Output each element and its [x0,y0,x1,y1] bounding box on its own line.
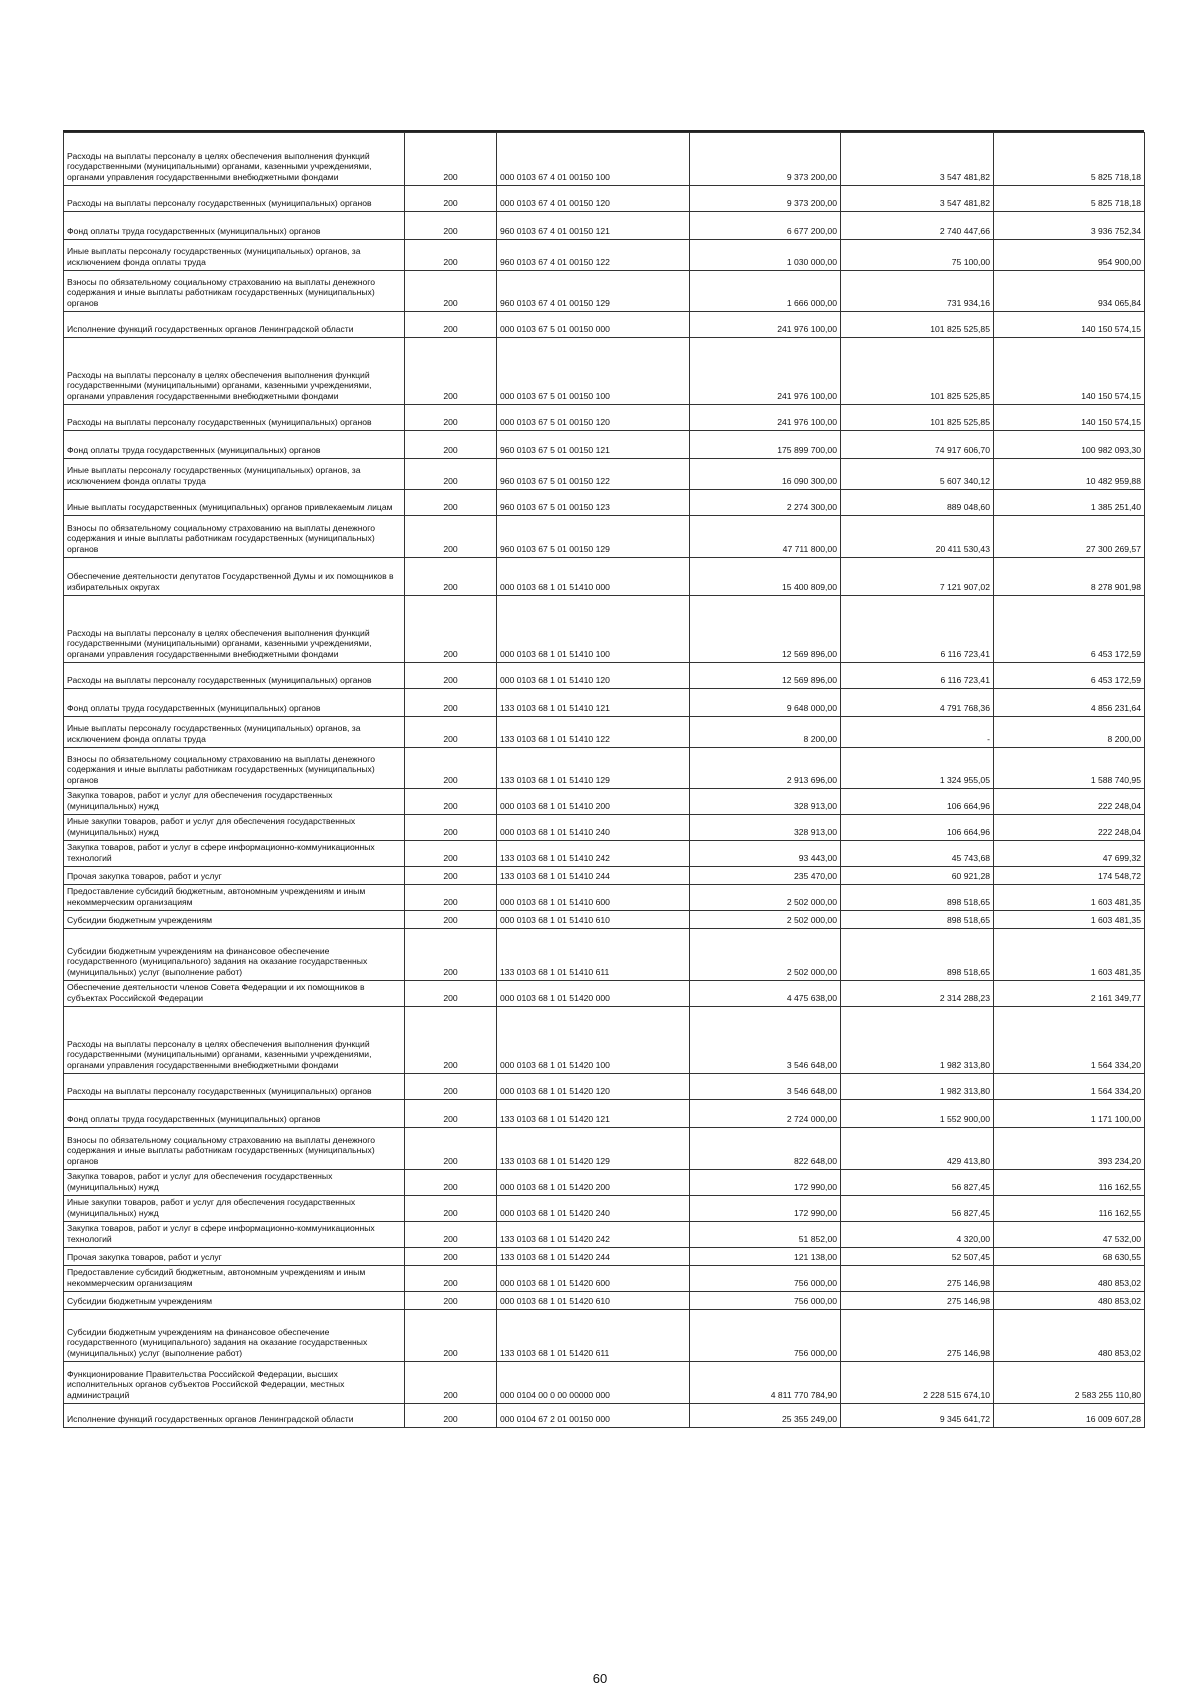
row-executed-amount: 101 825 525,85 [841,338,994,405]
row-budget-code: 000 0104 00 0 00 00000 000 [497,1362,690,1404]
row-executed-amount: 20 411 530,43 [841,516,994,558]
table-row [64,1222,1145,1248]
row-name: Закупка товаров, работ и услуг в сфере информационно-коммуникационных технологий [64,841,405,867]
row-budget-code: 960 0103 67 5 01 00150 129 [497,516,690,558]
table-row [64,1100,1145,1128]
row-line-code: 200 [405,133,497,186]
row-name: Исполнение функций государственных органов Ленинградской области [64,1404,405,1428]
row-line-code: 200 [405,815,497,841]
row-line-code: 200 [405,1074,497,1100]
table-row [64,1170,1145,1196]
row-executed-amount: 731 934,16 [841,271,994,312]
row-budget-code: 000 0103 68 1 01 51420 100 [497,1007,690,1074]
row-approved-amount: 8 200,00 [690,717,841,748]
row-name: Прочая закупка товаров, работ и услуг [64,1248,405,1266]
row-approved-amount: 172 990,00 [690,1196,841,1222]
row-executed-amount: 1 324 955,05 [841,748,994,789]
row-approved-amount: 6 677 200,00 [690,212,841,240]
row-line-code: 200 [405,558,497,596]
row-name: Субсидии бюджетным учреждениям на финансовое обеспечение государственного (муниципального) задания на оказание государственных (муниципальных) услуг (выполнение работ) [64,1310,405,1362]
table-row [64,338,1145,405]
row-executed-amount: 429 413,80 [841,1128,994,1170]
row-unexecuted-amount: 1 564 334,20 [994,1074,1145,1100]
row-name: Субсидии бюджетным учреждениям [64,911,405,929]
row-name: Расходы на выплаты персоналу государственных (муниципальных) органов [64,1074,405,1100]
budget-execution-table-sheet [63,132,1144,1428]
row-name: Предоставление субсидий бюджетным, автономным учреждениям и иным некоммерческим организациям [64,885,405,911]
row-budget-code: 133 0103 68 1 01 51410 122 [497,717,690,748]
row-line-code: 200 [405,431,497,459]
row-name: Фонд оплаты труда государственных (муниципальных) органов [64,1100,405,1128]
row-unexecuted-amount: 8 200,00 [994,717,1145,748]
row-approved-amount: 9 373 200,00 [690,186,841,212]
row-approved-amount: 4 811 770 784,90 [690,1362,841,1404]
row-line-code: 200 [405,789,497,815]
row-line-code: 200 [405,663,497,689]
row-line-code: 200 [405,929,497,981]
row-budget-code: 000 0103 68 1 01 51420 600 [497,1266,690,1292]
page-number: 60 [592,1671,608,1686]
row-name: Субсидии бюджетным учреждениям [64,1292,405,1310]
row-approved-amount: 241 976 100,00 [690,338,841,405]
row-budget-code: 000 0103 67 4 01 00150 120 [497,186,690,212]
row-executed-amount: 101 825 525,85 [841,405,994,431]
row-approved-amount: 16 090 300,00 [690,459,841,490]
row-approved-amount: 235 470,00 [690,867,841,885]
row-executed-amount: 898 518,65 [841,885,994,911]
row-approved-amount: 25 355 249,00 [690,1404,841,1428]
row-line-code: 200 [405,867,497,885]
row-approved-amount: 756 000,00 [690,1266,841,1292]
row-unexecuted-amount: 6 453 172,59 [994,663,1145,689]
row-unexecuted-amount: 116 162,55 [994,1196,1145,1222]
table-row [64,133,1145,186]
row-line-code: 200 [405,186,497,212]
table-row [64,929,1145,981]
row-unexecuted-amount: 5 825 718,18 [994,186,1145,212]
table-row [64,815,1145,841]
row-unexecuted-amount: 1 603 481,35 [994,929,1145,981]
row-unexecuted-amount: 8 278 901,98 [994,558,1145,596]
table-row [64,1007,1145,1074]
table-row [64,271,1145,312]
row-line-code: 200 [405,885,497,911]
table-row [64,1074,1145,1100]
row-unexecuted-amount: 480 853,02 [994,1310,1145,1362]
row-unexecuted-amount: 393 234,20 [994,1128,1145,1170]
table-row [64,981,1145,1007]
row-name: Расходы на выплаты персоналу государственных (муниципальных) органов [64,186,405,212]
table-row [64,748,1145,789]
row-line-code: 200 [405,240,497,271]
row-executed-amount: 889 048,60 [841,490,994,516]
row-budget-code: 000 0103 67 5 01 00150 100 [497,338,690,405]
row-approved-amount: 2 502 000,00 [690,885,841,911]
row-unexecuted-amount: 1 603 481,35 [994,885,1145,911]
row-line-code: 200 [405,1248,497,1266]
row-line-code: 200 [405,1310,497,1362]
row-name: Иные закупки товаров, работ и услуг для обеспечения государственных (муниципальных) нужд [64,1196,405,1222]
row-line-code: 200 [405,405,497,431]
row-executed-amount: 3 547 481,82 [841,133,994,186]
row-executed-amount: 56 827,45 [841,1196,994,1222]
row-name: Расходы на выплаты персоналу государственных (муниципальных) органов [64,405,405,431]
row-name: Иные выплаты персоналу государственных (муниципальных) органов, за исключением фонда оплаты труда [64,240,405,271]
row-executed-amount: 4 320,00 [841,1222,994,1248]
row-executed-amount: 101 825 525,85 [841,312,994,338]
row-executed-amount: - [841,717,994,748]
table-row [64,911,1145,929]
row-approved-amount: 172 990,00 [690,1170,841,1196]
row-line-code: 200 [405,1266,497,1292]
row-name: Фонд оплаты труда государственных (муниципальных) органов [64,212,405,240]
row-unexecuted-amount: 10 482 959,88 [994,459,1145,490]
row-approved-amount: 2 274 300,00 [690,490,841,516]
row-line-code: 200 [405,490,497,516]
row-executed-amount: 898 518,65 [841,929,994,981]
row-executed-amount: 106 664,96 [841,789,994,815]
row-unexecuted-amount: 1 564 334,20 [994,1007,1145,1074]
row-executed-amount: 275 146,98 [841,1310,994,1362]
row-unexecuted-amount: 27 300 269,57 [994,516,1145,558]
table-row [64,490,1145,516]
row-unexecuted-amount: 1 171 100,00 [994,1100,1145,1128]
row-approved-amount: 756 000,00 [690,1310,841,1362]
row-budget-code: 133 0103 68 1 01 51420 244 [497,1248,690,1266]
row-executed-amount: 60 921,28 [841,867,994,885]
row-line-code: 200 [405,516,497,558]
row-budget-code: 000 0104 67 2 01 00150 000 [497,1404,690,1428]
row-name: Закупка товаров, работ и услуг для обеспечения государственных (муниципальных) нужд [64,789,405,815]
row-unexecuted-amount: 222 248,04 [994,789,1145,815]
table-row [64,1248,1145,1266]
row-executed-amount: 4 791 768,36 [841,689,994,717]
row-budget-code: 000 0103 68 1 01 51420 000 [497,981,690,1007]
row-executed-amount: 2 740 447,66 [841,212,994,240]
row-name: Функционирование Правительства Российской Федерации, высших исполнительных органов субъектов Российской Федерации, местных администраций [64,1362,405,1404]
row-line-code: 200 [405,1128,497,1170]
row-name: Обеспечение деятельности депутатов Государственной Думы и их помощников в избирательных округах [64,558,405,596]
table-row [64,1128,1145,1170]
row-unexecuted-amount: 140 150 574,15 [994,338,1145,405]
row-executed-amount: 56 827,45 [841,1170,994,1196]
row-line-code: 200 [405,1170,497,1196]
row-line-code: 200 [405,212,497,240]
row-approved-amount: 51 852,00 [690,1222,841,1248]
table-row [64,1196,1145,1222]
row-approved-amount: 175 899 700,00 [690,431,841,459]
row-approved-amount: 4 475 638,00 [690,981,841,1007]
row-unexecuted-amount: 174 548,72 [994,867,1145,885]
row-name: Закупка товаров, работ и услуг для обеспечения государственных (муниципальных) нужд [64,1170,405,1196]
row-executed-amount: 6 116 723,41 [841,596,994,663]
row-approved-amount: 93 443,00 [690,841,841,867]
row-budget-code: 000 0103 68 1 01 51420 200 [497,1170,690,1196]
row-budget-code: 133 0103 68 1 01 51420 121 [497,1100,690,1128]
row-approved-amount: 9 648 000,00 [690,689,841,717]
row-name: Иные закупки товаров, работ и услуг для обеспечения государственных (муниципальных) нужд [64,815,405,841]
row-name: Предоставление субсидий бюджетным, автономным учреждениям и иным некоммерческим организациям [64,1266,405,1292]
row-approved-amount: 328 913,00 [690,789,841,815]
row-budget-code: 133 0103 68 1 01 51410 129 [497,748,690,789]
row-approved-amount: 2 913 696,00 [690,748,841,789]
row-approved-amount: 1 030 000,00 [690,240,841,271]
row-budget-code: 000 0103 68 1 01 51410 100 [497,596,690,663]
row-executed-amount: 3 547 481,82 [841,186,994,212]
row-approved-amount: 756 000,00 [690,1292,841,1310]
row-line-code: 200 [405,1007,497,1074]
row-name: Прочая закупка товаров, работ и услуг [64,867,405,885]
row-approved-amount: 121 138,00 [690,1248,841,1266]
row-executed-amount: 75 100,00 [841,240,994,271]
row-executed-amount: 2 228 515 674,10 [841,1362,994,1404]
row-line-code: 200 [405,338,497,405]
row-line-code: 200 [405,312,497,338]
row-name: Взносы по обязательному социальному страхованию на выплаты денежного содержания и иные выплаты работникам государственных (муниципальных) органов [64,516,405,558]
row-budget-code: 000 0103 68 1 01 51410 200 [497,789,690,815]
row-executed-amount: 7 121 907,02 [841,558,994,596]
table-row [64,596,1145,663]
row-budget-code: 133 0103 68 1 01 51410 242 [497,841,690,867]
row-name: Расходы на выплаты персоналу в целях обеспечения выполнения функций государственными (муниципальными) органами, казенными учреждениями, органами управления государственными внебюджетными фондами [64,596,405,663]
table-row [64,841,1145,867]
row-name: Фонд оплаты труда государственных (муниципальных) органов [64,689,405,717]
row-line-code: 200 [405,717,497,748]
row-budget-code: 133 0103 68 1 01 51420 129 [497,1128,690,1170]
row-approved-amount: 2 724 000,00 [690,1100,841,1128]
row-budget-code: 960 0103 67 4 01 00150 122 [497,240,690,271]
row-budget-code: 133 0103 68 1 01 51410 121 [497,689,690,717]
row-name: Иные выплаты персоналу государственных (муниципальных) органов, за исключением фонда оплаты труда [64,459,405,490]
row-budget-code: 960 0103 67 4 01 00150 121 [497,212,690,240]
table-row [64,212,1145,240]
row-unexecuted-amount: 140 150 574,15 [994,312,1145,338]
row-unexecuted-amount: 4 856 231,64 [994,689,1145,717]
row-executed-amount: 45 743,68 [841,841,994,867]
row-executed-amount: 52 507,45 [841,1248,994,1266]
row-budget-code: 000 0103 68 1 01 51410 000 [497,558,690,596]
row-line-code: 200 [405,271,497,312]
row-budget-code: 960 0103 67 5 01 00150 123 [497,490,690,516]
row-executed-amount: 1 982 313,80 [841,1007,994,1074]
table-row [64,1310,1145,1362]
table-row [64,717,1145,748]
row-budget-code: 133 0103 68 1 01 51420 242 [497,1222,690,1248]
row-line-code: 200 [405,841,497,867]
row-line-code: 200 [405,689,497,717]
row-name: Расходы на выплаты персоналу в целях обеспечения выполнения функций государственными (муниципальными) органами, казенными учреждениями, органами управления государственными внебюджетными фондами [64,133,405,186]
row-line-code: 200 [405,911,497,929]
row-unexecuted-amount: 934 065,84 [994,271,1145,312]
row-line-code: 200 [405,981,497,1007]
row-approved-amount: 1 666 000,00 [690,271,841,312]
row-unexecuted-amount: 3 936 752,34 [994,212,1145,240]
table-row [64,431,1145,459]
row-budget-code: 960 0103 67 5 01 00150 121 [497,431,690,459]
row-name: Обеспечение деятельности членов Совета Федерации и их помощников в субъектах Российской Федерации [64,981,405,1007]
budget-execution-table [63,132,1145,1428]
row-budget-code: 000 0103 68 1 01 51420 120 [497,1074,690,1100]
row-executed-amount: 5 607 340,12 [841,459,994,490]
row-unexecuted-amount: 68 630,55 [994,1248,1145,1266]
table-row [64,405,1145,431]
row-budget-code: 000 0103 68 1 01 51410 240 [497,815,690,841]
row-line-code: 200 [405,1222,497,1248]
row-unexecuted-amount: 1 588 740,95 [994,748,1145,789]
row-unexecuted-amount: 100 982 093,30 [994,431,1145,459]
row-budget-code: 960 0103 67 4 01 00150 129 [497,271,690,312]
row-name: Расходы на выплаты персоналу в целях обеспечения выполнения функций государственными (муниципальными) органами, казенными учреждениями, органами управления государственными внебюджетными фондами [64,338,405,405]
row-budget-code: 133 0103 68 1 01 51410 244 [497,867,690,885]
row-name: Исполнение функций государственных органов Ленинградской области [64,312,405,338]
row-executed-amount: 9 345 641,72 [841,1404,994,1428]
row-budget-code: 000 0103 68 1 01 51410 610 [497,911,690,929]
row-budget-code: 133 0103 68 1 01 51420 611 [497,1310,690,1362]
row-approved-amount: 9 373 200,00 [690,133,841,186]
row-executed-amount: 2 314 288,23 [841,981,994,1007]
table-row [64,663,1145,689]
table-body [64,133,1145,1428]
row-budget-code: 000 0103 67 5 01 00150 120 [497,405,690,431]
row-budget-code: 000 0103 68 1 01 51410 120 [497,663,690,689]
row-executed-amount: 106 664,96 [841,815,994,841]
row-line-code: 200 [405,1404,497,1428]
table-row [64,867,1145,885]
table-row [64,558,1145,596]
table-row [64,885,1145,911]
row-name: Закупка товаров, работ и услуг в сфере информационно-коммуникационных технологий [64,1222,405,1248]
row-budget-code: 000 0103 67 5 01 00150 000 [497,312,690,338]
row-executed-amount: 898 518,65 [841,911,994,929]
row-name: Субсидии бюджетным учреждениям на финансовое обеспечение государственного (муниципального) задания на оказание государственных (муниципальных) услуг (выполнение работ) [64,929,405,981]
table-row [64,1362,1145,1404]
row-approved-amount: 2 502 000,00 [690,929,841,981]
row-budget-code: 133 0103 68 1 01 51410 611 [497,929,690,981]
row-executed-amount: 74 917 606,70 [841,431,994,459]
row-approved-amount: 12 569 896,00 [690,596,841,663]
row-budget-code: 000 0103 68 1 01 51420 610 [497,1292,690,1310]
row-unexecuted-amount: 480 853,02 [994,1292,1145,1310]
table-row [64,1404,1145,1428]
row-name: Взносы по обязательному социальному страхованию на выплаты денежного содержания и иные выплаты работникам государственных (муниципальных) органов [64,748,405,789]
row-unexecuted-amount: 6 453 172,59 [994,596,1145,663]
row-unexecuted-amount: 2 161 349,77 [994,981,1145,1007]
row-approved-amount: 15 400 809,00 [690,558,841,596]
row-unexecuted-amount: 2 583 255 110,80 [994,1362,1145,1404]
row-budget-code: 000 0103 68 1 01 51420 240 [497,1196,690,1222]
table-row [64,1266,1145,1292]
row-budget-code: 000 0103 67 4 01 00150 100 [497,133,690,186]
table-row [64,689,1145,717]
table-row [64,789,1145,815]
table-row [64,1292,1145,1310]
row-approved-amount: 2 502 000,00 [690,911,841,929]
row-approved-amount: 241 976 100,00 [690,312,841,338]
row-executed-amount: 275 146,98 [841,1292,994,1310]
row-approved-amount: 12 569 896,00 [690,663,841,689]
row-unexecuted-amount: 47 699,32 [994,841,1145,867]
row-line-code: 200 [405,596,497,663]
table-row [64,459,1145,490]
row-approved-amount: 3 546 648,00 [690,1074,841,1100]
row-unexecuted-amount: 222 248,04 [994,815,1145,841]
table-row [64,516,1145,558]
row-unexecuted-amount: 1 603 481,35 [994,911,1145,929]
row-budget-code: 960 0103 67 5 01 00150 122 [497,459,690,490]
row-unexecuted-amount: 5 825 718,18 [994,133,1145,186]
row-unexecuted-amount: 140 150 574,15 [994,405,1145,431]
row-executed-amount: 275 146,98 [841,1266,994,1292]
table-row [64,240,1145,271]
row-line-code: 200 [405,748,497,789]
row-name: Расходы на выплаты персоналу государственных (муниципальных) органов [64,663,405,689]
row-name: Взносы по обязательному социальному страхованию на выплаты денежного содержания и иные выплаты работникам государственных (муниципальных) органов [64,1128,405,1170]
row-unexecuted-amount: 47 532,00 [994,1222,1145,1248]
row-approved-amount: 328 913,00 [690,815,841,841]
row-line-code: 200 [405,1362,497,1404]
row-unexecuted-amount: 1 385 251,40 [994,490,1145,516]
row-line-code: 200 [405,1100,497,1128]
table-row [64,312,1145,338]
row-name: Взносы по обязательному социальному страхованию на выплаты денежного содержания и иные выплаты работникам государственных (муниципальных) органов [64,271,405,312]
row-budget-code: 000 0103 68 1 01 51410 600 [497,885,690,911]
table-row [64,186,1145,212]
row-approved-amount: 3 546 648,00 [690,1007,841,1074]
row-name: Фонд оплаты труда государственных (муниципальных) органов [64,431,405,459]
row-approved-amount: 241 976 100,00 [690,405,841,431]
row-unexecuted-amount: 16 009 607,28 [994,1404,1145,1428]
row-line-code: 200 [405,1292,497,1310]
row-line-code: 200 [405,1196,497,1222]
row-approved-amount: 822 648,00 [690,1128,841,1170]
row-line-code: 200 [405,459,497,490]
row-unexecuted-amount: 116 162,55 [994,1170,1145,1196]
row-unexecuted-amount: 480 853,02 [994,1266,1145,1292]
row-name: Иные выплаты персоналу государственных (муниципальных) органов, за исключением фонда оплаты труда [64,717,405,748]
row-executed-amount: 1 982 313,80 [841,1074,994,1100]
row-unexecuted-amount: 954 900,00 [994,240,1145,271]
row-executed-amount: 1 552 900,00 [841,1100,994,1128]
row-name: Иные выплаты государственных (муниципальных) органов привлекаемым лицам [64,490,405,516]
row-approved-amount: 47 711 800,00 [690,516,841,558]
row-name: Расходы на выплаты персоналу в целях обеспечения выполнения функций государственными (муниципальными) органами, казенными учреждениями, органами управления государственными внебюджетными фондами [64,1007,405,1074]
row-executed-amount: 6 116 723,41 [841,663,994,689]
